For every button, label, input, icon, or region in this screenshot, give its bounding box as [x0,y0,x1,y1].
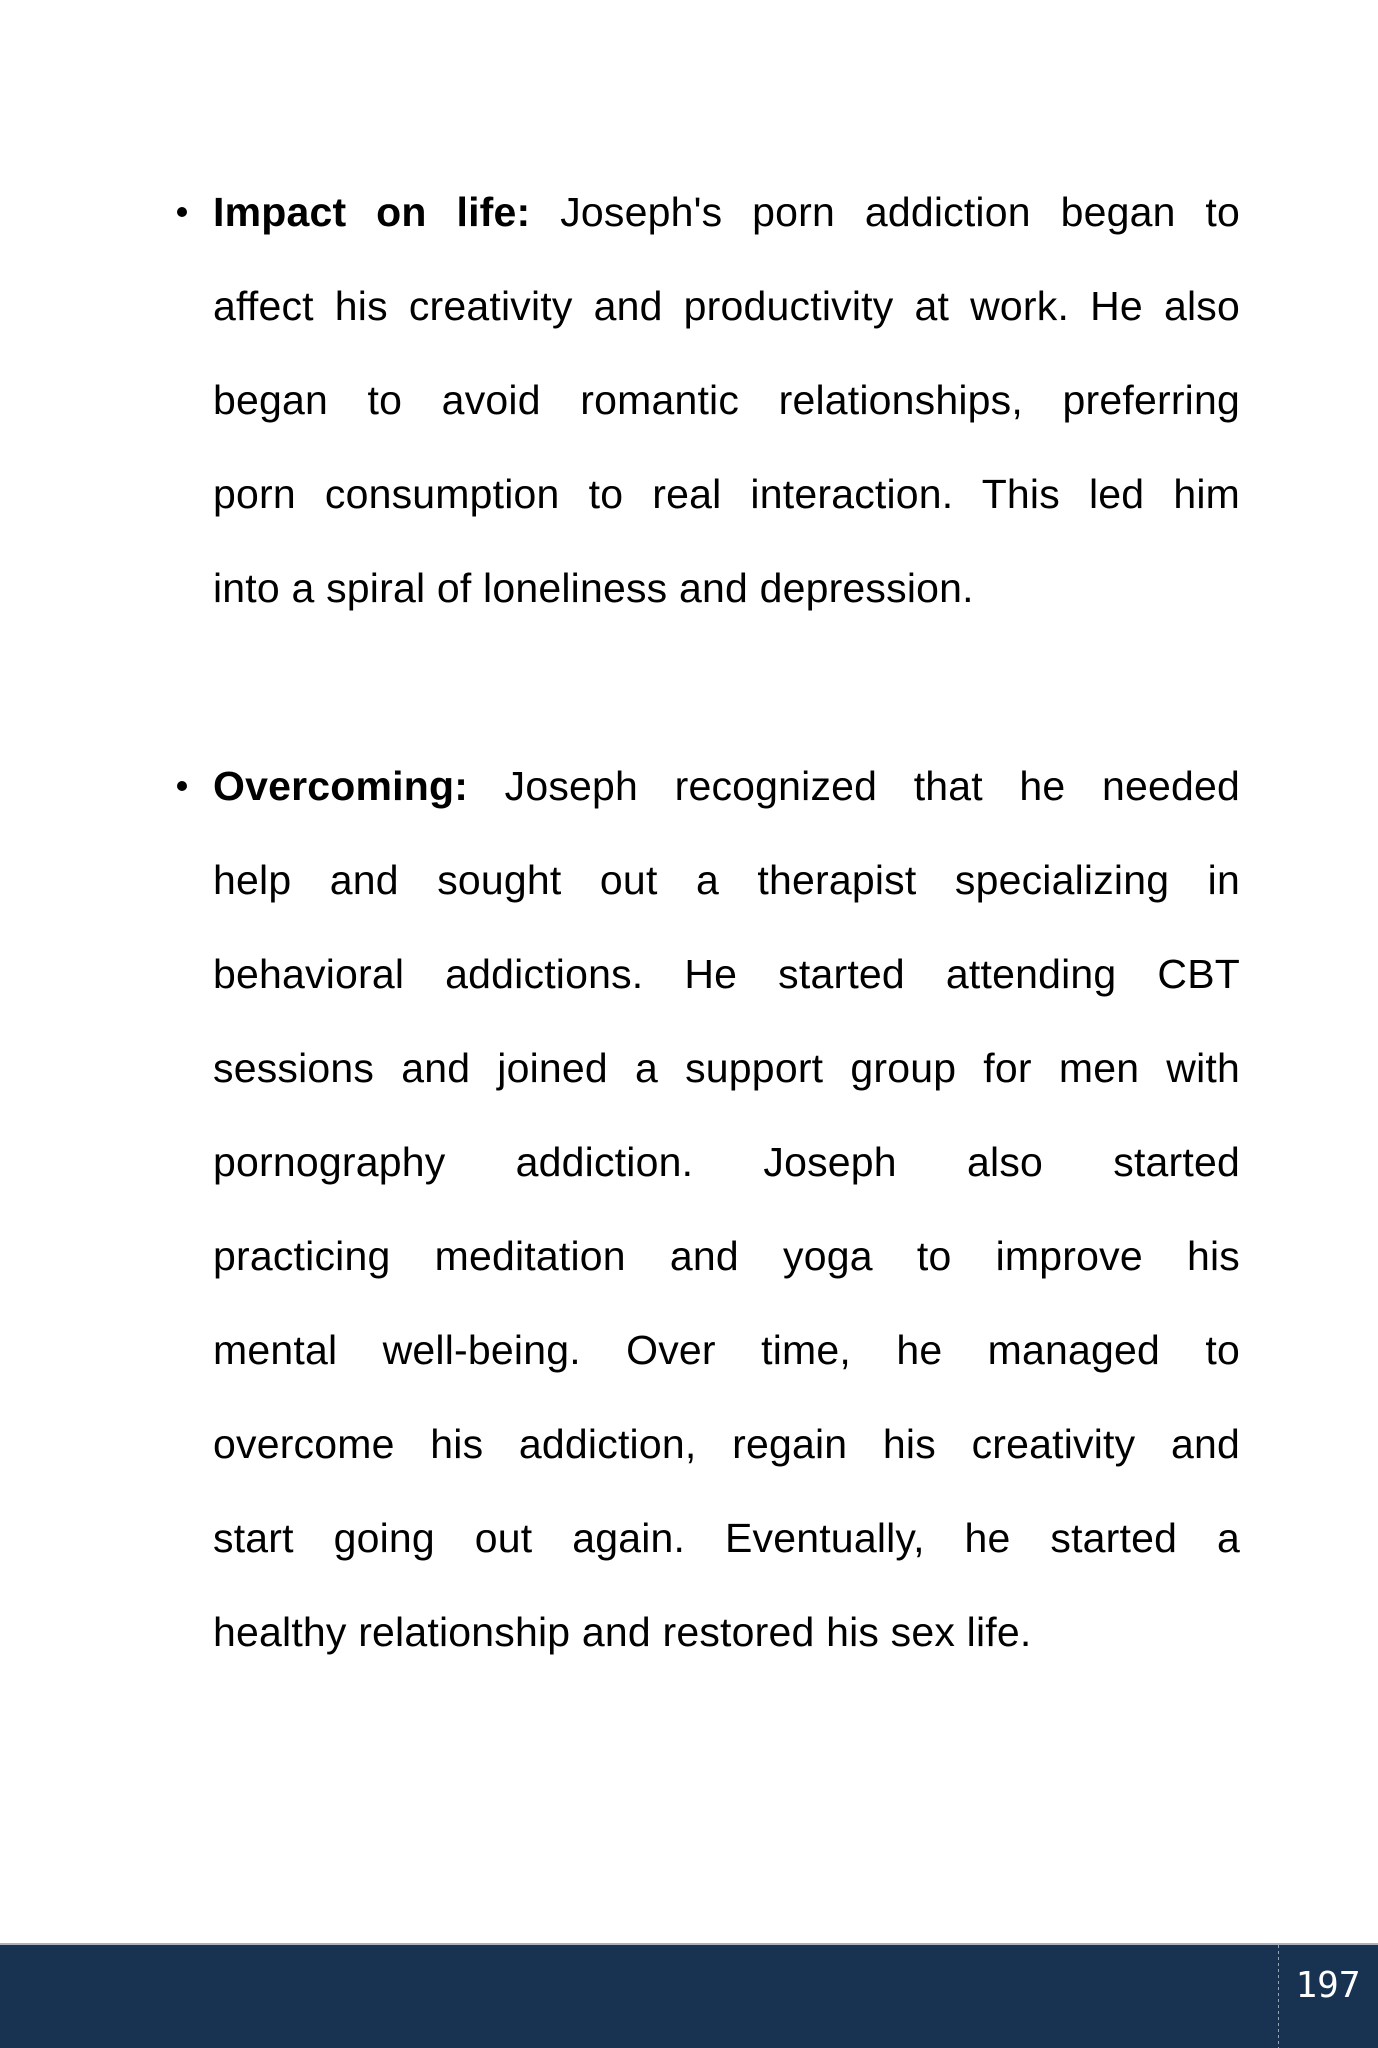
text-line: pornography addiction. Joseph also started [213,1139,1240,1185]
text-line: start going out again. Eventually, he started a [213,1515,1240,1561]
bullet-lead: Overcoming: [213,763,469,809]
text-line: into a spiral of loneliness and depression. [213,565,974,611]
page-content [213,165,1240,1679]
text-line: affect his creativity and productivity at work. He also [213,283,1240,329]
text-line: Impact on life: Joseph's porn addiction began to [213,189,1240,235]
bullet-text [213,739,1240,1679]
text-line: sessions and joined a support group for men with [213,1045,1240,1091]
bullet-item [213,739,1240,1679]
bullet-item [213,165,1240,635]
bullet-marker-icon [177,207,187,217]
bullet-lead: Impact on life: [213,189,531,235]
text-line: healthy relationship and restored his sex life. [213,1609,1032,1655]
text-line: mental well-being. Over time, he managed to [213,1327,1240,1373]
text-line: Overcoming: Joseph recognized that he needed [213,763,1240,809]
text-line: overcome his addiction, regain his creativity and [213,1421,1240,1467]
text-line: began to avoid romantic relationships, preferring [213,377,1240,423]
bullet-marker-icon [177,781,187,791]
text-line: help and sought out a therapist specializing in [213,857,1240,903]
text-line: porn consumption to real interaction. This led him [213,471,1240,517]
page-number: 197 [1295,1965,1361,2006]
footer-bar [0,1943,1378,2048]
text-line: practicing meditation and yoga to improve his [213,1233,1240,1279]
bullet-text [213,165,1240,635]
text-line: behavioral addictions. He started attending CBT [213,951,1240,997]
